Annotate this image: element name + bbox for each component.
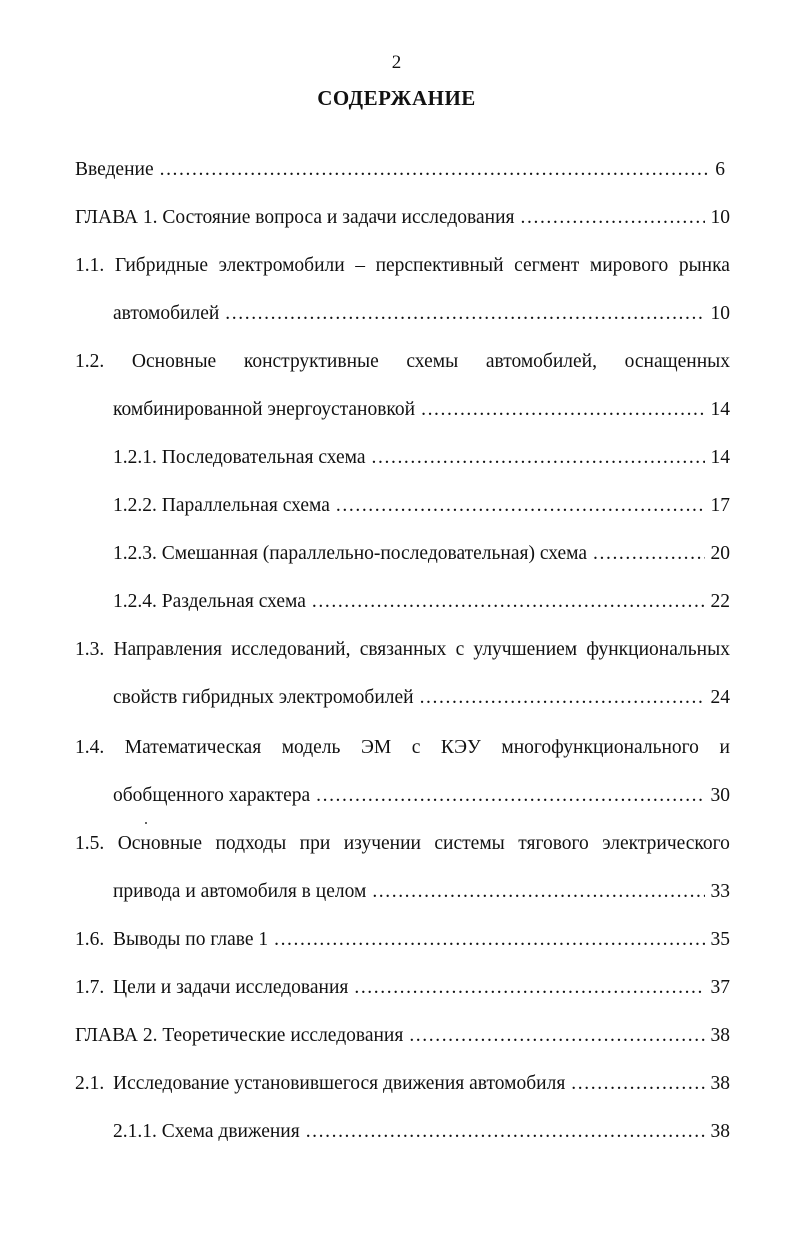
toc-entry-1-2-1 — [113, 446, 730, 470]
toc-entry-text: Цели и задачи исследования — [113, 977, 349, 998]
toc-entry-page: 14 — [710, 447, 730, 468]
toc-entry-1-2-line1 — [75, 350, 730, 374]
toc-entry-page: 14 — [710, 399, 730, 420]
section-number: 1.1. — [75, 255, 105, 276]
toc-entry-1-3-line2 — [113, 686, 730, 710]
toc-entry-text: автомобилей — [113, 303, 220, 324]
toc-entry-1-2-4 — [113, 590, 730, 614]
toc-entry-1-5-line2 — [113, 880, 730, 904]
toc-entry-text: обобщенного характера — [113, 785, 311, 806]
word: функциональных — [586, 639, 730, 660]
toc-entry-page: 17 — [710, 495, 730, 516]
toc-entry-1-5-line1 — [75, 832, 730, 856]
toc-entry-page: 10 — [710, 207, 730, 228]
toc-entry-page: 38 — [710, 1073, 730, 1094]
toc-entry-text: Введение — [75, 159, 154, 180]
word: при — [299, 833, 331, 854]
leader-dots — [336, 494, 705, 518]
toc-entry-1-1-line1 — [75, 254, 730, 278]
toc-entry-introduction — [75, 158, 725, 182]
word: улучшением — [473, 639, 578, 660]
page-number: 2 — [391, 52, 402, 73]
word: автомобилей, — [485, 351, 597, 372]
word: конструктивные — [243, 351, 379, 372]
section-number: 1.4. — [75, 737, 105, 758]
toc-entry-2-1-1 — [113, 1120, 730, 1144]
word: изучении — [343, 833, 421, 854]
leader-dots — [372, 446, 705, 470]
leader-dots — [225, 302, 704, 326]
word: связанных — [359, 639, 447, 660]
leader-dots — [316, 784, 704, 808]
toc-entry-1-6 — [75, 928, 730, 952]
section-number: 1.2. — [75, 351, 105, 372]
toc-title: СОДЕРЖАНИЕ — [317, 86, 476, 110]
toc-entry-page: 22 — [710, 591, 730, 612]
toc-entry-1-1-line2 — [113, 302, 730, 326]
section-number: 1.5. — [75, 833, 105, 854]
word: тягового — [518, 833, 589, 854]
toc-entry-chapter-1 — [75, 206, 730, 230]
word: Основные — [117, 833, 203, 854]
toc-entry-page: 38 — [710, 1025, 730, 1046]
toc-entry-text: привода и автомобиля в целом — [113, 881, 367, 902]
leader-dots — [372, 880, 704, 904]
word: с — [411, 737, 421, 758]
toc-entry-page: 6 — [715, 159, 725, 180]
toc-entry-page: 30 — [710, 785, 730, 806]
word: многофункционального — [501, 737, 699, 758]
section-number: 1.7. — [75, 977, 105, 998]
toc-entry-text: 1.2.3. Смешанная (параллельно-последовательная) схема — [113, 543, 588, 564]
leader-dots — [421, 398, 704, 422]
leader-dots — [593, 542, 704, 566]
toc-entry-text: свойств гибридных электромобилей — [113, 687, 414, 708]
toc-entry-text: Исследование установившегося движения автомобиля — [113, 1073, 566, 1094]
leader-dots — [571, 1072, 704, 1096]
leader-dots — [521, 206, 705, 230]
toc-entry-1-7 — [75, 976, 730, 1000]
toc-entry-text: ГЛАВА 1. Состояние вопроса и задачи исследования — [75, 207, 515, 228]
leader-dots — [306, 1120, 705, 1144]
word: схемы — [406, 351, 459, 372]
toc-entry-1-4-line2 — [113, 784, 730, 808]
word: модель — [281, 737, 341, 758]
word: мирового — [589, 255, 669, 276]
toc-entry-page: 38 — [710, 1121, 730, 1142]
section-number: 1.3. — [75, 639, 105, 660]
leader-dots — [354, 976, 704, 1000]
word: оснащенных — [624, 351, 730, 372]
toc-entry-page: 35 — [710, 929, 730, 950]
word: Математическая — [124, 737, 262, 758]
toc-entry-text: ГЛАВА 2. Теоретические исследования — [75, 1025, 404, 1046]
toc-entry-text: 1.2.2. Параллельная схема — [113, 495, 330, 516]
word: ЭМ — [360, 737, 392, 758]
leader-dots — [312, 590, 705, 614]
leader-dots — [409, 1024, 704, 1048]
word: Гибридные — [114, 255, 208, 276]
word: и — [719, 737, 730, 758]
word: подходы — [215, 833, 287, 854]
toc-entry-page: 20 — [710, 543, 730, 564]
toc-entry-text: 1.2.4. Раздельная схема — [113, 591, 306, 612]
toc-entry-text: комбинированной энергоустановкой — [113, 399, 416, 420]
leader-dots — [160, 158, 710, 182]
scan-speck — [145, 822, 147, 824]
toc-entry-2-1 — [75, 1072, 730, 1096]
word: электромобили — [218, 255, 345, 276]
toc-entry-chapter-2 — [75, 1024, 730, 1048]
toc-entry-text: 1.2.1. Последовательная схема — [113, 447, 366, 468]
toc-entry-text: 2.1.1. Схема движения — [113, 1121, 300, 1142]
word: – — [355, 255, 365, 276]
leader-dots — [420, 686, 705, 710]
section-number: 2.1. — [75, 1073, 105, 1094]
word: Направления — [113, 639, 222, 660]
leader-dots — [274, 928, 704, 952]
toc-entry-page: 10 — [710, 303, 730, 324]
toc-entry-text: Выводы по главе 1 — [113, 929, 269, 950]
word: исследований, — [231, 639, 351, 660]
word: Основные — [131, 351, 217, 372]
toc-entry-page: 24 — [710, 687, 730, 708]
toc-entry-page: 33 — [710, 881, 730, 902]
toc-entry-1-2-2 — [113, 494, 730, 518]
toc-entry-1-2-line2 — [113, 398, 730, 422]
toc-entry-page: 37 — [710, 977, 730, 998]
word: рынка — [678, 255, 730, 276]
word: сегмент — [514, 255, 580, 276]
section-number: 1.6. — [75, 929, 105, 950]
toc-entry-1-2-3 — [113, 542, 730, 566]
toc-entry-1-4-line1 — [75, 736, 730, 760]
word: системы — [434, 833, 505, 854]
word: перспективный — [375, 255, 504, 276]
toc-entry-1-3-line1 — [75, 638, 730, 662]
word: с — [455, 639, 465, 660]
word: КЭУ — [440, 737, 481, 758]
word: электрического — [602, 833, 730, 854]
